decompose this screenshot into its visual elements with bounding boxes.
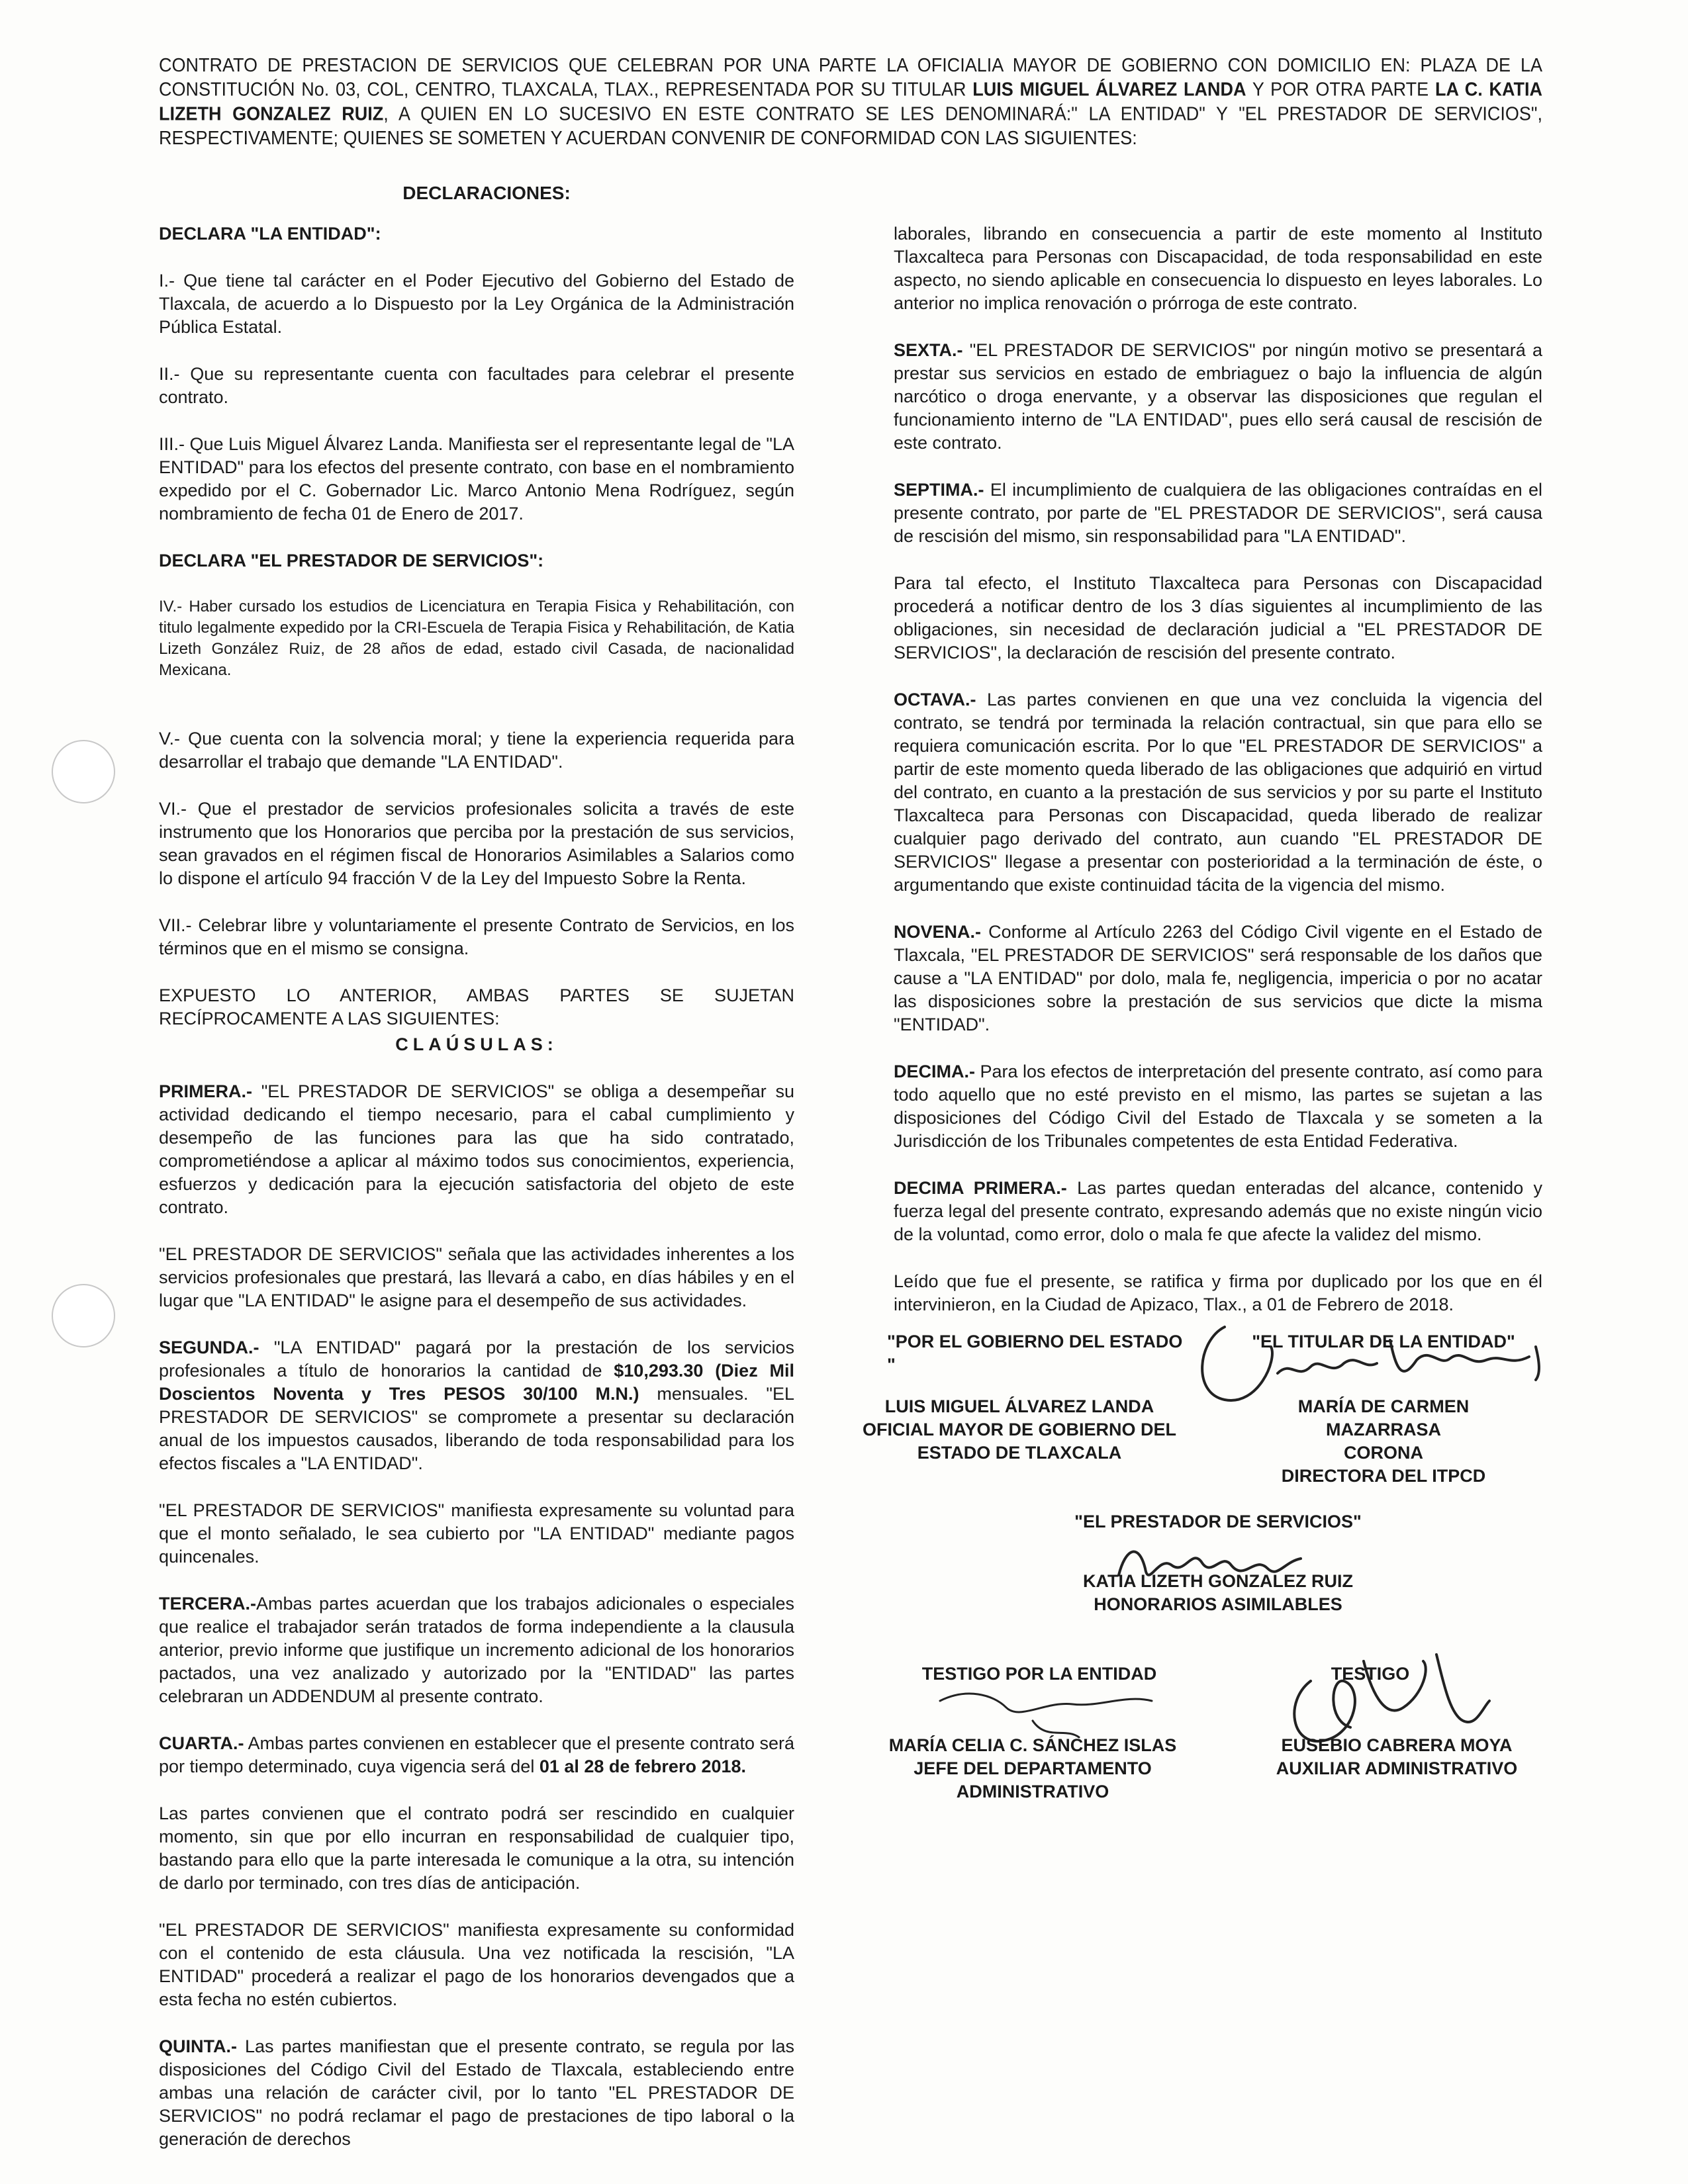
header-name-titular: LUIS MIGUEL ÁLVAREZ LANDA [972,79,1246,100]
declaracion-i: I.- Que tiene tal carácter en el Poder Ejecutivo del Gobierno del Estado de Tlaxcala, de acuerdo a lo Dispuesto por la Ley Orgánica de la Administración Pública Estatal. [159,271,794,337]
right-column [894,222,1542,1340]
clausula-decima [894,1060,1542,1153]
clausula-decima-primera [894,1177,1542,1246]
titular-signer [1244,1395,1523,1488]
clause-text: Las partes convienen en que una vez concluida la vigencia del contrato, se tendrá por terminada la relación contractual, sin que para ello se requiera comunicación escrita. Por lo que "EL PRESTADOR DE SERVICIOS" a partir de este momento queda liberado de las obligaciones que adquirió en virtud del contrato, en cuanto a la prestación de sus servicios y por su parte el Instituto Tlaxcalteca para Personas con Discapacidad, queda liberado de realizar cualquier pago derivado del contrato, aun cuando "EL PRESTADOR DE SERVICIOS" llegase a presentar con posterioridad a la terminación de éste, o argumentando que existe continuidad tácita de la vigencia del mismo. [894,690,1542,895]
punch-hole [52,740,115,803]
testigo1-signer [867,1734,1198,1803]
declaracion-ii: II.- Que su representante cuenta con facultades para celebrar el presente contrato. [159,364,794,407]
declaracion-vii: VII.- Celebrar libre y voluntariamente el presente Contrato de Servicios, en los términos que en el mismo se consigna. [159,915,794,958]
prestador-signer [1033,1570,1403,1616]
leido-paragraph: Leído que fue el presente, se ratifica y firma por duplicado por los que en él intervinieron, en la Ciudad de Apizaco, Tlax., a 01 de Febrero de 2018. [894,1271,1542,1314]
clausula-segunda-2: "EL PRESTADOR DE SERVICIOS" manifiesta expresamente su voluntad para que el monto señalado, le sea cubierto por "LA ENTIDAD" mediante pagos quincenales. [159,1500,794,1567]
testigo2-signer [1258,1734,1536,1780]
clause-text: Ambas partes convienen en establecer que el presente contrato será por tiempo determinado, cuya vigencia será del [159,1733,794,1776]
header-name-prestador: LA C. KATIA LIZETH GONZALEZ RUIZ [159,79,1542,124]
clause-label: NOVENA.- [894,922,982,942]
gobierno-signer [854,1395,1185,1465]
clause-text: Ambas partes acuerdan que los trabajos adicionales o especiales que realice el trabajador serán tratados de forma independiente a la clausula anterior, previo informe que justifique un incremento adicional de los honorarios pactados, una vez analizado y autorizado por la "ENTIDAD" las partes celebraran un ADDENDUM al presente contrato. [159,1594,794,1706]
declara-prestador-heading: DECLARA "EL PRESTADOR DE SERVICIOS": [159,551,544,570]
signer-role: ESTADO DE TLAXCALA [917,1443,1122,1463]
clause-text: El incumplimiento de cualquiera de las obligaciones contraídas en el presente contrato, por parte de "EL PRESTADOR DE SERVICIOS", será causa de rescisión del mismo, sin responsabilidad para "LA ENTIDAD". [894,480,1542,546]
testigo2-title: TESTIGO [1331,1664,1410,1684]
clause-label: SEPTIMA.- [894,480,984,500]
signer-role: ADMINISTRATIVO [956,1782,1109,1801]
clause-label: OCTAVA.- [894,690,976,709]
signer-name: KATIA LIZETH GONZALEZ RUIZ [1083,1571,1353,1591]
clause-text: "EL PRESTADOR DE SERVICIOS" por ningún motivo se presentará a prestar sus servicios en estado de embriaguez o bajo la influencia de algún narcótico o droga enervante, y a observar las disposiciones que regulan el funcionamiento interno de "LA ENTIDAD", pues ello será causal de rescisión de este contrato. [894,340,1542,453]
clause-label: DECIMA PRIMERA.- [894,1178,1067,1198]
clausula-novena [894,921,1542,1036]
signer-name: MARÍA CELIA C. SÁNCHEZ ISLAS [888,1735,1177,1755]
signer-role: AUXILIAR ADMINISTRATIVO [1276,1758,1518,1778]
header-text: , A QUIEN EN LO SUCESIVO EN ESTE CONTRATO SE LES DENOMINARÁ:" LA ENTIDAD" Y "EL PRESTADOR DE SERVICIOS", RESPECTIVAMENTE; QUIENES SE SOMETEN Y ACUERDAN CONVENIR DE CONFORMIDAD CON LAS SIGUIENTES: [159,103,1542,149]
clausula-sexta [894,339,1542,455]
clausula-octava [894,688,1542,897]
declaraciones-title: DECLARACIONES: [402,183,571,203]
clausula-septima-2: Para tal efecto, el Instituto Tlaxcalteca para Personas con Discapacidad procederá a notificar dentro de los 3 días siguientes al incumplimiento de las obligaciones, sin necesidad de declaración judicial a "EL PRESTADOR DE SERVICIOS", la declaración de rescisión del presente contrato. [894,573,1542,662]
clause-label: DECIMA.- [894,1062,975,1081]
left-column [159,222,794,2175]
declaracion-v: V.- Que cuenta con la solvencia moral; y tiene la experiencia requerida para desarrollar el trabajo que demande "LA ENTIDAD". [159,729,794,772]
clausula-cuarta [159,1732,794,1778]
declaracion-vi: VI.- Que el prestador de servicios profesionales solicita a través de este instrumento que los Honorarios que perciba por la prestación de sus servicios, sean gravados en el régimen fiscal de Honorarios Asimilables a Salarios como lo dispone el artículo 94 fracción V de la Ley del Impuesto Sobre la Renta. [159,799,794,888]
signer-role: DIRECTORA DEL ITPCD [1281,1466,1486,1486]
clausula-primera [159,1080,794,1219]
clausula-primera-2: "EL PRESTADOR DE SERVICIOS" señala que las actividades inherentes a los servicios profesionales que prestará, las llevará a cabo, en días hábiles y en el lugar que "LA ENTIDAD" le asigne para el desempeño de sus actividades. [159,1244,794,1310]
clausulas-title: CLAÚSULAS: [395,1034,558,1054]
clause-text: Para los efectos de interpretación del presente contrato, así como para todo aquello que no esté previsto en el mismo, las partes se sujetan a las disposiciones del Código Civil del Estado de Tlaxcala y se someten a la Jurisdicción de los Tribunales competentes de esta Entidad Federativa. [894,1062,1542,1151]
contract-header [159,54,1542,151]
gobierno-title: "POR EL GOBIERNO DEL ESTADO " [887,1332,1183,1375]
honorarios-amount: $10,293.30 (Diez Mil Doscientos Noventa y Tres PESOS 30/100 M.N.) [159,1361,794,1404]
declaracion-iii: III.- Que Luis Miguel Álvarez Landa. Manifiesta ser el representante legal de "LA ENTIDAD" para los efectos del presente contrato, con base en el nombramiento expedido por el C. Gobernador Lic. Marco Antonio Mena Rodríguez, según nombramiento de fecha 01 de Enero de 2017. [159,434,794,523]
clause-label: PRIMERA.- [159,1081,252,1101]
clausula-tercera [159,1592,794,1708]
punch-hole [52,1284,115,1347]
clause-label: QUINTA.- [159,2036,237,2056]
clausula-quinta [159,2035,794,2151]
clausula-septima [894,478,1542,548]
clausula-segunda [159,1336,794,1475]
declaracion-iv: IV.- Haber cursado los estudios de Licenciatura en Terapia Fisica y Rehabilitación, con titulo legalmente expedido por la CRI-Escuela de Terapia Fisica y Rehabilitación, de Katia Lizeth González Ruiz, de 28 años de edad, estado civil Casada, de nacionalidad Mexicana. [159,598,794,679]
clause-label: CUARTA.- [159,1733,244,1753]
signer-name: CORONA [1344,1443,1423,1463]
signer-name: EUSEBIO CABRERA MOYA [1281,1735,1513,1755]
clausula-cuarta-3: "EL PRESTADOR DE SERVICIOS" manifiesta expresamente su conformidad con el contenido de esta cláusula. Una vez notificada la rescisión, "LA ENTIDAD" procederá a realizar el pago de los honorarios devengados que a esta fecha no estén cubiertos. [159,1920,794,2009]
clause-text: Conforme al Artículo 2263 del Código Civil vigente en el Estado de Tlaxcala, "EL PRESTADOR DE SERVICIOS" será responsable de los daños que cause a "LA ENTIDAD" por dolo, mala fe, negligencia, impericia o por no acatar las disposiciones sobre la prestación de sus servicios que dicte la misma "ENTIDAD". [894,922,1542,1034]
clausula-quinta-cont: laborales, librando en consecuencia a partir de este momento al Instituto Tlaxcalteca para Personas con Discapacidad, de toda responsabilidad en este aspecto, no siendo aplicable en consecuencia lo dispuesto en leyes laborales. Lo anterior no implica renovación o prórroga de este contrato. [894,224,1542,313]
clause-text: mensuales. "EL PRESTADOR DE SERVICIOS" se compromete a presentar su declaración anual de los impuestos causados, liberando de toda responsabilidad para los efectos fiscales a "LA ENTIDAD". [159,1384,795,1473]
clausula-cuarta-2: Las partes convienen que el contrato podrá ser rescindido en cualquier momento, sin que por ello incurran en responsabilidad de cualquier tipo, bastando para ello que la parte interesada le comunique a la otra, su intención de darlo por terminado, con tres días de anticipación. [159,1803,794,1893]
signer-name: LUIS MIGUEL ÁLVAREZ LANDA [884,1396,1154,1416]
clause-text: Las partes quedan enteradas del alcance, contenido y fuerza legal del presente contrato, expresando además que no existe ningún vicio de la voluntad, como error, dolo o mala fe que afecte la validez del mismo. [894,1178,1542,1244]
expuesto-paragraph: EXPUESTO LO ANTERIOR, AMBAS PARTES SE SUJETAN RECÍPROCAMENTE A LAS SIGUIENTES: [159,985,794,1028]
testigo1-title: TESTIGO POR LA ENTIDAD [921,1664,1157,1684]
clause-label: SEGUNDA.- [159,1338,259,1357]
signer-role: JEFE DEL DEPARTAMENTO [914,1758,1152,1778]
clause-text: "EL PRESTADOR DE SERVICIOS" se obliga a desempeñar su actividad dedicando el tiempo necesario, para el cabal cumplimiento y desempeño de las funciones para las que ha sido contratado, comprometiéndose a aplicar al máximo todos sus conocimientos, experiencia, esfuerzos y dedicación para la ejecución satisfactoria del objeto de este contrato. [159,1081,794,1217]
titular-title: "EL TITULAR DE LA ENTIDAD" [1252,1332,1515,1351]
signer-role: HONORARIOS ASIMILABLES [1094,1594,1342,1614]
header-text: Y POR OTRA PARTE [1246,79,1435,100]
clause-label: TERCERA.- [159,1594,256,1614]
clause-text: "LA ENTIDAD" pagará por la prestación de los servicios profesionales a título de honorarios la cantidad de [159,1338,794,1381]
header-text: CONTRATO DE PRESTACION DE SERVICIOS QUE CELEBRAN POR UNA PARTE LA OFICIALIA MAYOR DE GOBIERNO CON DOMICILIO EN: PLAZA DE LA CONSTITUCIÓN No. 03, COL, CENTRO, TLAXCALA, TLAX., REPRESENTADA POR SU TITULAR [159,54,1542,100]
prestador-title: "EL PRESTADOR DE SERVICIOS" [1074,1512,1362,1531]
clause-label: SEXTA.- [894,340,963,360]
clause-text: Las partes manifiestan que el presente contrato, se regula por las disposiciones del Código Civil del Estado de Tlaxcala, estableciendo entre ambas una relación de carácter civil, por lo tanto "EL PRESTADOR DE SERVICIOS" no podrá reclamar el pago de prestaciones de tipo laboral o la generación de derechos [159,2036,794,2149]
signer-name: MARÍA DE CARMEN MAZARRASA [1297,1396,1470,1439]
vigencia-dates: 01 al 28 de febrero 2018. [539,1756,747,1776]
declara-entidad-heading: DECLARA "LA ENTIDAD": [159,224,381,244]
signer-role: OFICIAL MAYOR DE GOBIERNO DEL [862,1420,1177,1439]
